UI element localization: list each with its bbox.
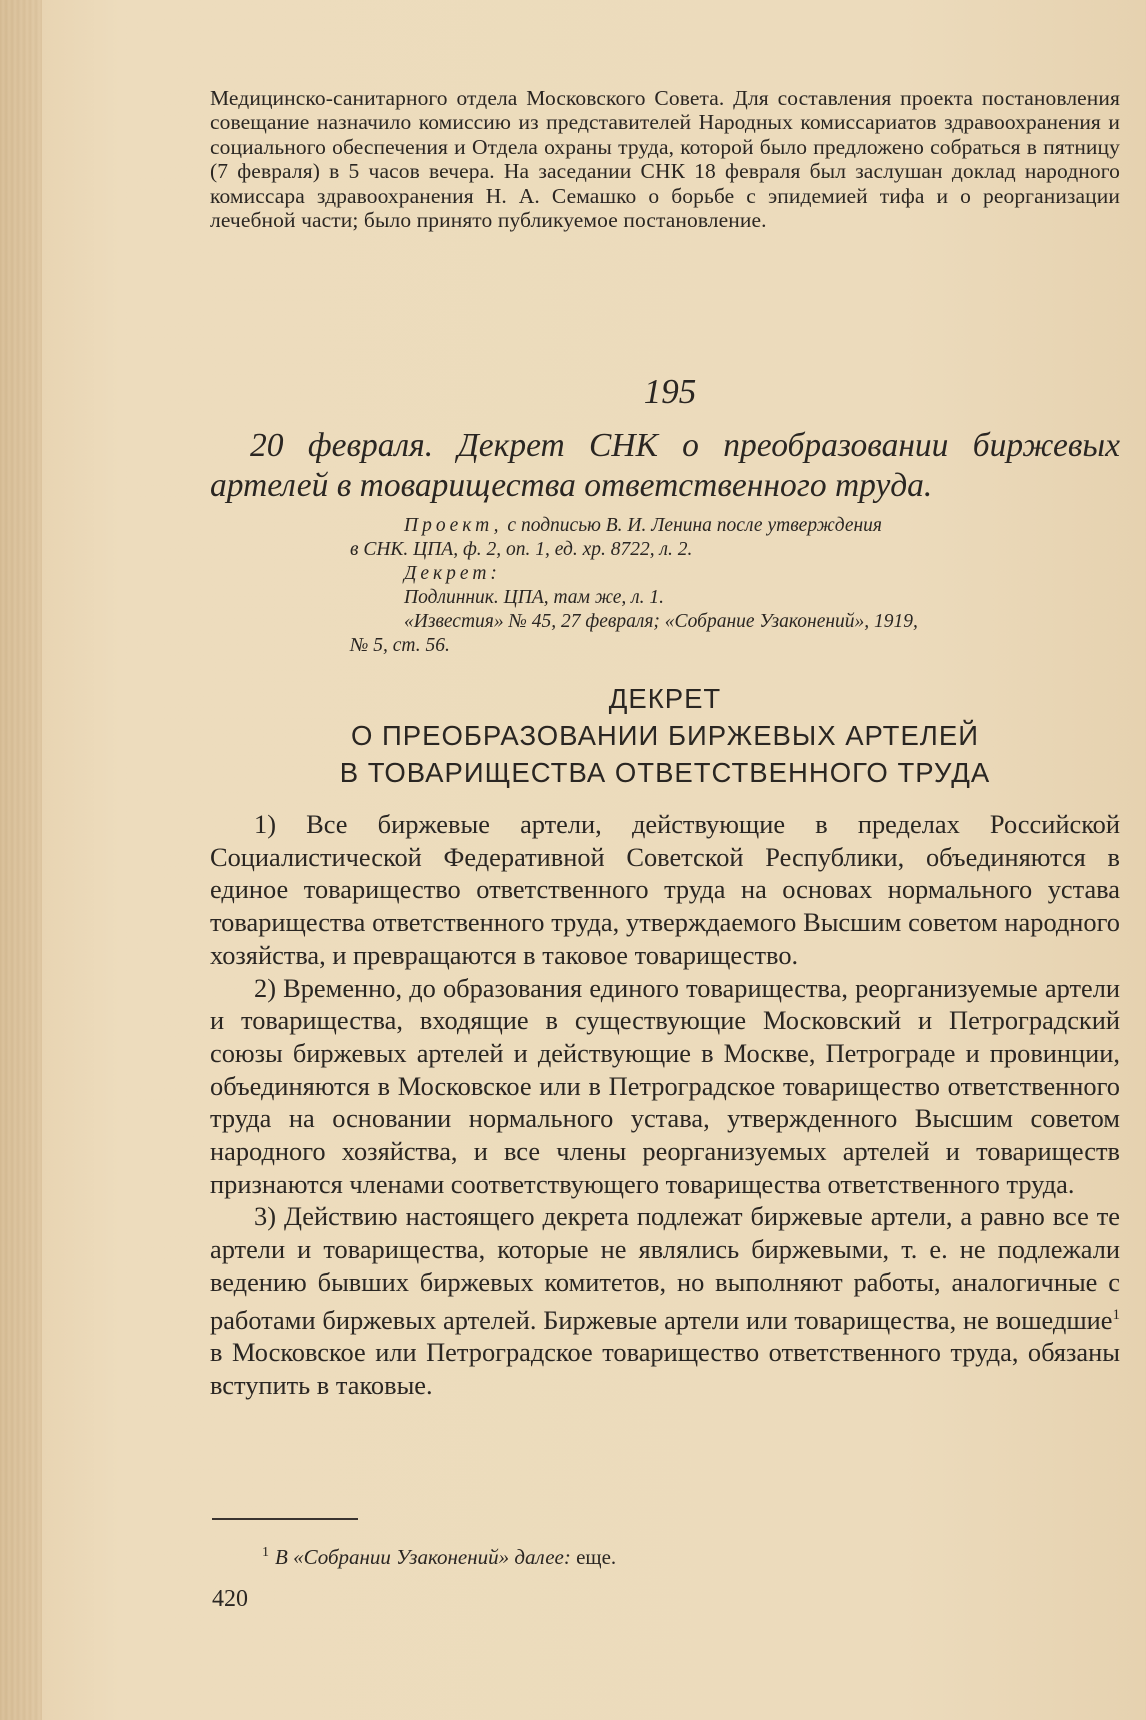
source-published-continued: № 5, ст. 56. xyxy=(350,635,450,656)
intro-paragraph xyxy=(210,86,1120,232)
footnote-reference: 1 xyxy=(1112,1306,1120,1323)
clause-2: 2) Временно, до образования единого товарищества, реорганизуемые артели и товарищества, входящие в существующие Московский и Петроградский союзы биржевых артелей и действующие в Москве, Петрограде и провинции, объединяются в Московское или в Петроградское товарищество ответственного труда на основании нормального устава, утвержденного Высшим советом народного хозяйства, и все члены реорганизуемых артелей и товариществ признаются членами соответствующего товарищества ответственного труда. xyxy=(210,972,1120,1199)
clause-3 xyxy=(210,1200,1120,1401)
source-original: Подлинник. ЦПА, там же, л. 1. xyxy=(404,587,665,608)
source-draft-label: Проект, xyxy=(404,515,503,536)
heading-line-1: ДЕКРЕТ xyxy=(608,683,722,714)
decree-heading xyxy=(210,680,1120,791)
source-published: «Известия» № 45, 27 февраля; «Собрание Узаконений», 1919, xyxy=(404,611,918,632)
clause-3-part-b: в Московское или Петроградское товарищество ответственного труда, обязаны вступить в таковые. xyxy=(210,1337,1120,1400)
intro-text: Медицинско-санитарного отдела Московского Совета. Для составления проекта постановления совещание назначило комиссию из представителей Народных комиссариатов здравоохранения и социального обеспечения и Отдела охраны труда, которой было предложено собраться в пятницу (7 февраля) в 5 часов вечера. На заседании СНК 18 февраля был заслушан доклад народного комиссара здравоохранения Н. А. Семашко о борьбе с эпидемией тифа и о реорганизации лечебной части; было принято публикуемое постановление. xyxy=(210,86,1120,233)
footnote-mark: 1 xyxy=(262,1545,269,1560)
heading-line-3: В ТОВАРИЩЕСТВА ОТВЕТСТВЕННОГО ТРУДА xyxy=(339,757,991,788)
source-draft-continued: в СНК. ЦПА, ф. 2, оп. 1, ед. хр. 8722, л. 2. xyxy=(350,539,693,560)
document-number: 195 xyxy=(643,372,697,411)
footnote-divider xyxy=(212,1518,358,1520)
clause-3-part-a: 3) Действию настоящего декрета подлежат биржевые артели, а равно все те артели и товарищества, которые не являлись биржевыми, т. е. не подлежали ведению бывших биржевых комитетов, но выполняют работы, аналогичные с работами биржевых артелей. Биржевые артели или товарищества, не вошедшие xyxy=(210,1201,1120,1335)
footnote-text: еще. xyxy=(570,1545,617,1569)
decree-body xyxy=(210,808,1120,1401)
source-references xyxy=(350,514,1120,658)
footnote-italic-text: В «Собрании Узаконений» далее: xyxy=(275,1545,571,1569)
clause-1: 1) Все биржевые артели, действующие в пределах Российской Социалистической Федеративной Советской Республики, объединяются в единое товарищество ответственного труда на основах нормального устава товарищества ответственного труда, утверждаемого Высшим советом народного хозяйства, и превращаются в таковое товарищество. xyxy=(210,809,1120,970)
page-number: 420 xyxy=(212,1586,248,1612)
source-decree-label: Декрет: xyxy=(404,563,501,584)
footnote xyxy=(262,1540,1062,1570)
source-draft-text: с подписью В. И. Ленина после утверждения xyxy=(502,515,882,536)
document-title: 20 февраля. Декрет СНК о преобразовании биржевых артелей в товарищества ответственного труда. xyxy=(210,427,1120,504)
source-draft xyxy=(350,514,1120,538)
heading-line-2: О ПРЕОБРАЗОВАНИИ БИРЖЕВЫХ АРТЕЛЕЙ xyxy=(351,720,979,751)
